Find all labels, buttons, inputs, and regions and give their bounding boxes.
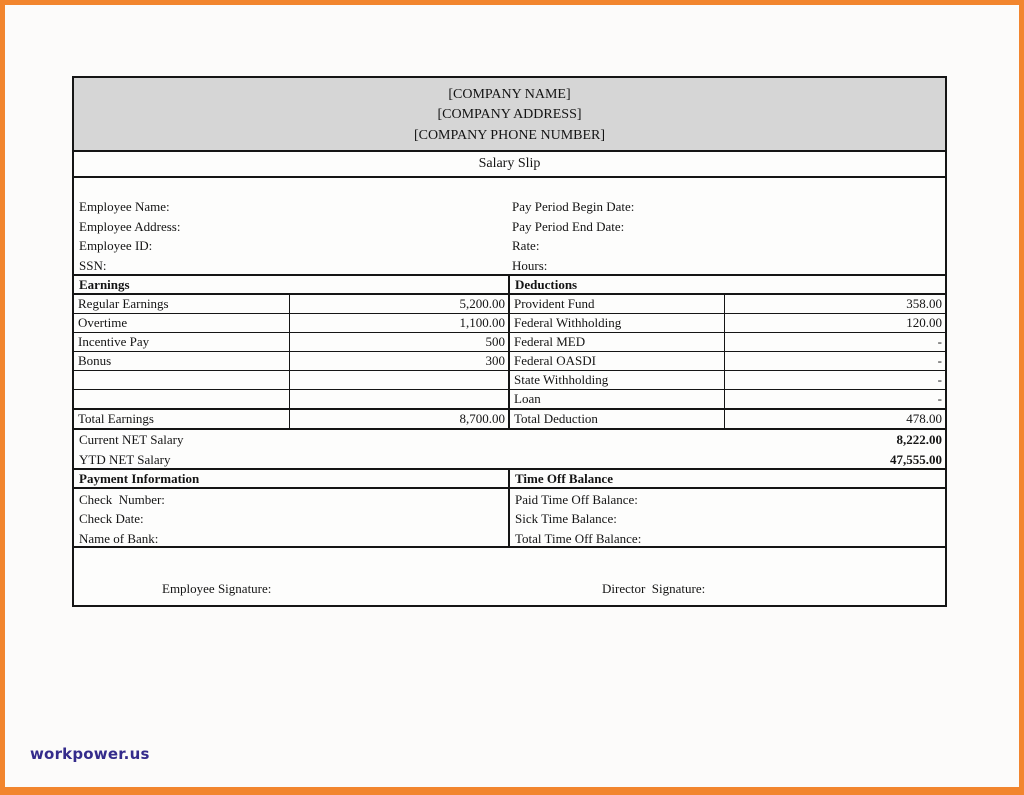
deductions-row-value: - [937, 334, 942, 349]
earnings-row-label: Incentive Pay [74, 333, 290, 351]
total-deduction-label: Total Deduction [508, 410, 725, 428]
deductions-row-label: Federal MED [508, 333, 725, 351]
current-net-salary-value: 8,222.00 [896, 432, 942, 447]
total-deduction-value: 478.00 [906, 411, 942, 426]
time-off-balance-header: Time Off Balance [508, 470, 945, 487]
deductions-row-value: 120.00 [906, 315, 942, 330]
employee-info-left [79, 197, 180, 275]
net-salary-section [74, 430, 945, 470]
deductions-header: Deductions [508, 276, 945, 293]
total-time-off-label: Total Time Off Balance: [515, 530, 642, 546]
total-earnings-label: Total Earnings [74, 410, 290, 428]
table-row [74, 352, 945, 371]
employee-id-label: Employee ID: [79, 238, 153, 254]
earnings-deductions-header [74, 276, 945, 295]
hours-label: Hours: [512, 257, 548, 273]
check-date-label: Check Date: [79, 511, 144, 527]
earnings-row-value [290, 390, 508, 408]
ytd-net-salary-value: 47,555.00 [890, 452, 942, 467]
employee-signature-label: Employee Signature: [162, 581, 272, 596]
totals-row [74, 410, 945, 428]
earnings-row-value [290, 371, 508, 389]
deductions-row-value: - [937, 372, 942, 387]
earnings-row-value: 500 [485, 334, 505, 349]
time-off-balance-column [508, 489, 945, 546]
earnings-row-label: Regular Earnings [74, 295, 290, 313]
employee-info-section [74, 178, 945, 276]
current-net-salary-row [79, 430, 942, 450]
deductions-row-value: - [937, 391, 942, 406]
company-phone: [COMPANY PHONE NUMBER] [413, 127, 606, 143]
ytd-net-salary-label: YTD NET Salary [79, 452, 171, 467]
check-number-label: Check Number: [79, 492, 165, 507]
earnings-row-label [74, 390, 290, 408]
earnings-row-value: 300 [485, 353, 505, 368]
ssn-label: SSN: [79, 257, 107, 273]
employee-name-label: Employee Name: [79, 199, 170, 214]
earnings-row-label: Overtime [74, 314, 290, 332]
deductions-row-label: Provident Fund [508, 295, 725, 313]
earnings-row-label: Bonus [74, 352, 290, 370]
table-row [74, 295, 945, 314]
total-earnings-value: 8,700.00 [459, 411, 505, 426]
payment-information-header: Payment Information [79, 471, 200, 486]
salary-slip-document [72, 76, 947, 607]
table-row [74, 314, 945, 333]
deductions-row-label: State Withholding [508, 371, 725, 389]
rate-label: Rate: [512, 238, 540, 254]
company-address: [COMPANY ADDRESS] [437, 107, 582, 122]
name-of-bank-label: Name of Bank: [79, 530, 159, 546]
deductions-row-value: - [937, 353, 942, 368]
company-name: [COMPANY NAME] [448, 86, 571, 102]
earnings-row-value: 5,200.00 [459, 296, 505, 311]
paid-time-off-label: Paid Time Off Balance: [515, 492, 638, 507]
deductions-row-value: 358.00 [906, 296, 942, 311]
ytd-net-salary-row [79, 450, 942, 470]
earnings-deductions-table [74, 295, 945, 430]
table-row [74, 333, 945, 352]
pay-period-end-label: Pay Period End Date: [512, 218, 625, 234]
pay-period-begin-label: Pay Period Begin Date: [512, 199, 635, 214]
document-title: Salary Slip [74, 152, 945, 178]
employee-address-label: Employee Address: [79, 218, 181, 234]
table-row [74, 390, 945, 410]
signature-section [74, 548, 945, 605]
deductions-row-label: Loan [508, 390, 725, 408]
deductions-row-label: Federal Withholding [508, 314, 725, 332]
earnings-header: Earnings [79, 277, 130, 292]
deductions-row-label: Federal OASDI [508, 352, 725, 370]
employee-info-right [512, 197, 634, 275]
workpower-brand-link[interactable]: workpower.us [30, 745, 150, 763]
director-signature-label: Director Signature: [602, 581, 706, 596]
current-net-salary-label: Current NET Salary [79, 432, 184, 447]
earnings-row-value: 1,100.00 [459, 315, 505, 330]
payment-timeoff-header [74, 470, 945, 489]
earnings-row-label [74, 371, 290, 389]
sick-time-label: Sick Time Balance: [515, 511, 617, 527]
company-header [74, 78, 945, 152]
payment-timeoff-section [74, 489, 945, 548]
table-row [74, 371, 945, 390]
payment-information-column [74, 489, 508, 546]
